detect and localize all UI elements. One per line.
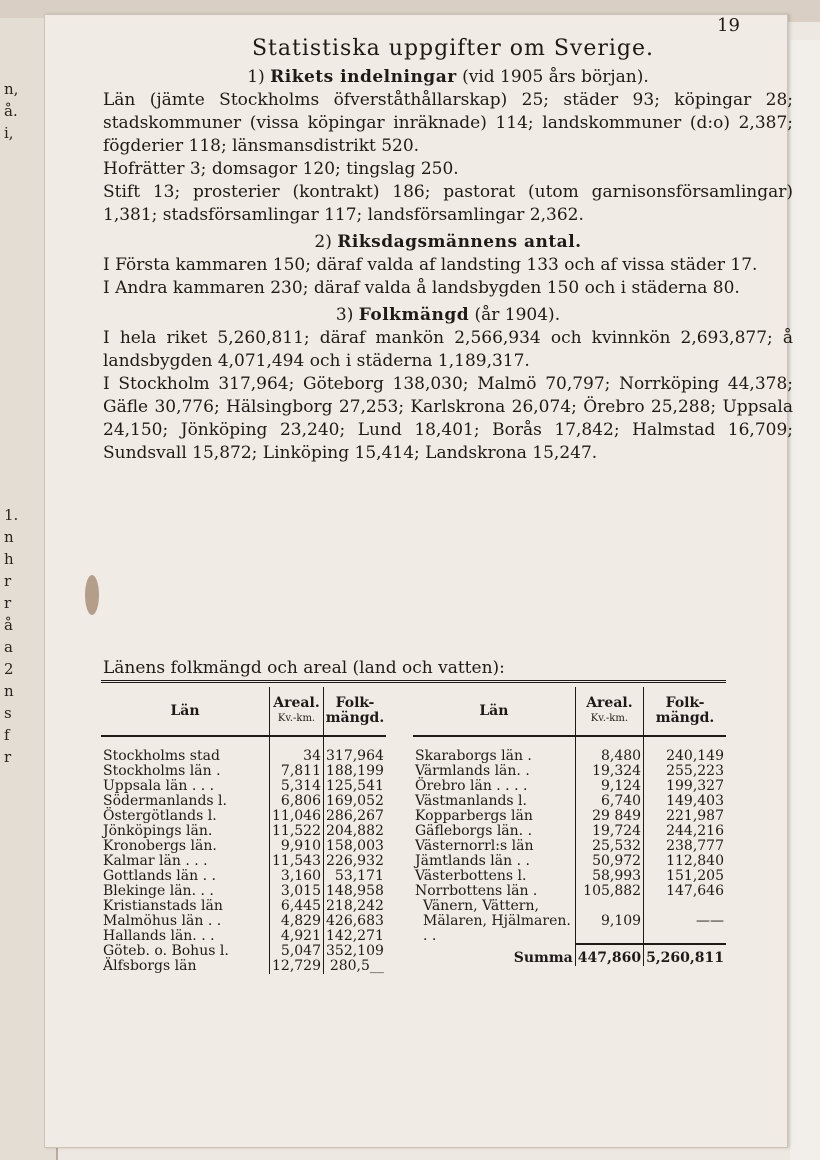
table-row — [413, 854, 726, 869]
header-areal-label: Areal. — [273, 695, 320, 711]
cell-lan: Gäfleborgs län. . — [415, 823, 533, 839]
page-number: 19 — [717, 15, 740, 36]
cell-folk: 221,987 — [644, 809, 726, 824]
cell-areal: 105,882 — [575, 884, 643, 899]
cell-folk: 158,003 — [324, 839, 386, 854]
cell-folk: 53,171 — [324, 869, 386, 884]
left-page-fragment: f — [4, 726, 10, 744]
cell-lan: Skaraborgs län . — [415, 748, 532, 764]
cell-lan: Västmanlands l. — [415, 793, 527, 809]
county-table-right — [413, 687, 726, 966]
section-paragraph: I Andra kammaren 230; däraf valda å landsbygden 150 och i städerna 80. — [103, 278, 740, 298]
table-row — [413, 794, 726, 809]
page-title: Statistiska uppgifter om Sverige. — [251, 36, 655, 61]
cell-lan: Södermanlands l. — [103, 793, 227, 809]
left-page-fragment: n — [4, 682, 14, 700]
header-areal-unit-right: Kv.-km. — [590, 713, 628, 724]
cell-folk: 226,932 — [324, 854, 386, 869]
cell-lan: Malmöhus län . . — [103, 913, 222, 929]
section-heading-number: 3) — [335, 305, 359, 325]
cell-areal: 9,910 — [270, 839, 324, 854]
cell-lan: Västernorrl:s län — [415, 838, 534, 854]
table-row — [101, 824, 386, 839]
cell-folk: 151,205 — [644, 869, 726, 884]
header-folk-label-2-right: mängd. — [655, 710, 715, 726]
section-paragraph: Hofrätter 3; domsagor 120; tingslag 250. — [103, 159, 459, 179]
cell-areal: 25,532 — [575, 839, 643, 854]
section-heading-title: Rikets indelningar — [270, 67, 457, 87]
cell-folk: 286,267 — [324, 809, 386, 824]
cell-folk: 280,5__ — [324, 959, 386, 974]
table-row — [101, 959, 386, 974]
cell-areal: 12,729 — [270, 959, 324, 974]
section-paragraph: I hela riket 5,260,811; däraf mankön 2,566,934 och kvinnkön 2,693,877; å landsbygden 4,071,494 och i städerna 1,189,317. — [103, 328, 793, 371]
cell-folk: 148,958 — [324, 884, 386, 899]
table-row — [413, 839, 726, 854]
left-page-fragment: i, — [4, 124, 14, 142]
cell-folk: 112,840 — [644, 854, 726, 869]
table-row — [101, 929, 386, 944]
summa-areal: 447,860 — [575, 944, 643, 966]
cell-folk: 317,964 — [324, 749, 386, 764]
header-folk-right — [644, 687, 726, 736]
left-page-fragments — [4, 78, 18, 768]
section-heading-number: 1) — [247, 67, 271, 87]
section-paragraph: I Stockholm 317,964; Göteborg 138,030; Malmö 70,797; Norrköping 44,378; Gäfle 30,776; Hälsingborg 27,253; Karlskrona 26,074; Örebro 25,288; Uppsala 24,150; Jönköping 23,240; Lund 18,401; Borås 17,842; Halmstad 16,709; Sundsvall 15,872; Linköping 15,414; Landskrona 15,247. — [103, 374, 793, 463]
cell-areal: 6,806 — [270, 794, 324, 809]
cell-areal: 3,015 — [270, 884, 324, 899]
cell-areal: 9,124 — [575, 779, 643, 794]
cell-areal: 58,993 — [575, 869, 643, 884]
header-areal-right — [575, 687, 643, 736]
cell-lan: Kronobergs län. — [103, 838, 217, 854]
left-page-fragment: n — [4, 528, 14, 546]
table-row — [101, 809, 386, 824]
table-row — [101, 944, 386, 959]
table-row — [413, 899, 726, 944]
cell-folk: 188,199 — [324, 764, 386, 779]
left-page-fragment: r — [4, 572, 12, 590]
cell-areal: 4,829 — [270, 914, 324, 929]
left-page-fragment: n, — [4, 80, 19, 98]
section-paragraph: I Första kammaren 150; däraf valda af landsting 133 och af vissa städer 17. — [103, 255, 758, 275]
cell-lan: Uppsala län . . . — [103, 778, 215, 794]
table-row — [101, 764, 386, 779]
cell-areal: 34 — [270, 749, 324, 764]
header-lan-right: Län — [413, 687, 575, 736]
cell-folk: 204,882 — [324, 824, 386, 839]
table-row — [413, 824, 726, 839]
cell-folk: 125,541 — [324, 779, 386, 794]
cell-areal: 11,543 — [270, 854, 324, 869]
table-row — [413, 884, 726, 899]
cell-areal: 6,445 — [270, 899, 324, 914]
table-row — [101, 914, 386, 929]
header-areal — [270, 687, 324, 736]
cell-folk: 147,646 — [644, 884, 726, 899]
header-folk — [324, 687, 386, 736]
cell-areal: 4,921 — [270, 929, 324, 944]
cell-lan: Hallands län. . . — [103, 928, 215, 944]
cell-folk: —— — [644, 899, 726, 944]
header-lan: Län — [101, 687, 270, 736]
cell-lan: Jönköpings län. — [103, 823, 213, 839]
cell-folk: 142,271 — [324, 929, 386, 944]
cell-lan: Östergötlands l. — [103, 808, 217, 824]
cell-lan: Vänern, Vättern, Mälaren, Hjälmaren. . . — [423, 898, 571, 944]
left-page-fragment: r — [4, 594, 12, 612]
table-row — [413, 764, 726, 779]
left-page-fragment: å. — [4, 102, 18, 120]
county-table-left — [101, 687, 403, 974]
cell-areal: 11,046 — [270, 809, 324, 824]
left-page-fragment: a — [4, 638, 13, 656]
table-row — [413, 749, 726, 764]
cell-lan: Blekinge län. . . — [103, 883, 214, 899]
cell-lan: Stockholms stad — [103, 748, 220, 764]
table-row — [101, 839, 386, 854]
cell-areal: 8,480 — [575, 749, 643, 764]
left-page-fragment: 2 — [4, 660, 14, 678]
table-row — [101, 854, 386, 869]
cell-folk: 149,403 — [644, 794, 726, 809]
summa-row — [413, 944, 726, 966]
section-heading-number: 2) — [314, 232, 338, 252]
header-areal-unit: Kv.-km. — [277, 713, 316, 724]
cell-areal: 3,160 — [270, 869, 324, 884]
county-table — [101, 680, 726, 974]
section-paragraph: Län (jämte Stockholms öfverståthållarskap) 25; städer 93; köpingar 28; stadskommuner (vissa köpingar inräknade) 114; landskommuner (d:o) 2,387; fögderier 118; länsmansdistrikt 520. — [103, 90, 793, 156]
cell-folk: 426,683 — [324, 914, 386, 929]
page-stain — [85, 575, 99, 615]
table-row — [101, 869, 386, 884]
cell-areal: 19,724 — [575, 824, 643, 839]
left-page-fragment: h — [4, 550, 14, 568]
cell-lan: Gottlands län . . — [103, 868, 216, 884]
left-page-fragment: s — [4, 704, 12, 722]
cell-folk: 352,109 — [324, 944, 386, 959]
cell-areal: 5,314 — [270, 779, 324, 794]
cell-folk: 240,149 — [644, 749, 726, 764]
sections — [103, 66, 793, 465]
cell-areal: 19,324 — [575, 764, 643, 779]
table-row — [413, 779, 726, 794]
section-paragraph: Stift 13; prosterier (kontrakt) 186; pastorat (utom garnisonsförsamlingar) 1,381; stadsförsamlingar 117; landsförsamlingar 2,362. — [103, 182, 793, 225]
cell-areal: 11,522 — [270, 824, 324, 839]
header-areal-label-right: Areal. — [586, 695, 633, 711]
section-heading — [103, 304, 793, 327]
cell-lan: Göteb. o. Bohus l. — [103, 943, 229, 959]
table-row — [413, 869, 726, 884]
left-page-fragment: 1. — [4, 506, 19, 524]
cell-lan: Älfsborgs län — [103, 958, 197, 974]
cell-folk: 238,777 — [644, 839, 726, 854]
table-row — [101, 884, 386, 899]
table-row — [101, 899, 386, 914]
cell-lan: Värmlands län. . — [415, 763, 530, 779]
cell-lan: Kalmar län . . . — [103, 853, 208, 869]
cell-folk: 218,242 — [324, 899, 386, 914]
section-heading — [103, 66, 793, 89]
section-heading-suffix: (vid 1905 års början). — [456, 67, 649, 87]
section-heading-title: Folkmängd — [358, 305, 470, 325]
cell-folk: 244,216 — [644, 824, 726, 839]
header-folk-label-right: Folk- — [665, 695, 705, 711]
cell-areal: 50,972 — [575, 854, 643, 869]
cell-lan: Kristianstads län — [103, 898, 223, 914]
page-text — [103, 37, 793, 465]
header-folk-label-2: mängd. — [325, 710, 385, 726]
cell-lan: Västerbottens l. — [415, 868, 527, 884]
left-page-fragment: r — [4, 748, 12, 766]
section-heading — [103, 231, 793, 254]
table-row — [101, 794, 386, 809]
table-row — [101, 779, 386, 794]
cell-areal: 5,047 — [270, 944, 324, 959]
cell-folk: 169,052 — [324, 794, 386, 809]
book-page — [44, 14, 793, 1148]
table-row — [413, 809, 726, 824]
cell-lan: Kopparbergs län — [415, 808, 533, 824]
cell-lan: Örebro län . . . . — [415, 778, 528, 794]
cell-lan: Norrbottens län . — [415, 883, 538, 899]
cell-lan: Jämtlands län . . — [415, 853, 530, 869]
cell-areal: 7,811 — [270, 764, 324, 779]
cell-folk: 199,327 — [644, 779, 726, 794]
cell-areal: 6,740 — [575, 794, 643, 809]
cell-areal: 9,109 — [575, 899, 643, 944]
background-margin — [790, 40, 820, 1160]
left-page-fragment: å — [4, 616, 13, 634]
cell-areal: 29 849 — [575, 809, 643, 824]
header-folk-label: Folk- — [335, 695, 375, 711]
summa-label: Summa — [513, 949, 573, 966]
table-caption: Länens folkmängd och areal (land och vatten): — [103, 658, 505, 678]
summa-folk: 5,260,811 — [644, 944, 726, 966]
section-heading-title: Riksdagsmännens antal. — [337, 232, 582, 252]
cell-folk: 255,223 — [644, 764, 726, 779]
cell-lan: Stockholms län . — [103, 763, 221, 779]
section-heading-suffix: (år 1904). — [469, 305, 561, 325]
table-row — [101, 749, 386, 764]
